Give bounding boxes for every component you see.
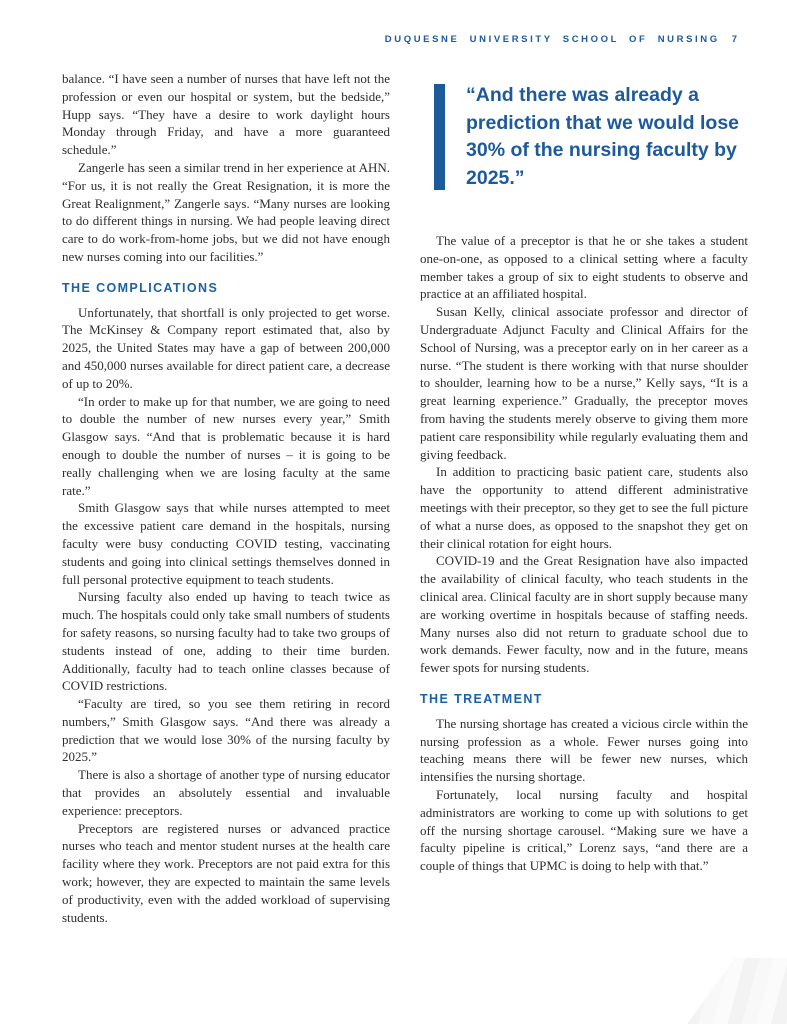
body-paragraph: Nursing faculty also ended up having to teach twice as much. The hospitals could only take small numbers of students for safety reasons, so nursing faculty had to take two groups of students instead of one, adding to their time burden. Additionally, faculty had to teach online classes because of COVID restrictions. [62, 589, 390, 694]
body-paragraph: The value of a preceptor is that he or she takes a student one-on-one, as opposed to a clinical setting where a faculty member takes a group of six to eight students to observe and practice at an affiliated hospital. [420, 233, 748, 302]
pull-quote-text: “And there was already a prediction that we would lose 30% of the nursing faculty by 2025.” [466, 84, 740, 189]
body-paragraph: The nursing shortage has created a vicious circle within the nursing profession as a whole. Fewer nurses going into teaching means there will be fewer new nurses, which intensifies the nursing shortage. [420, 715, 748, 785]
body-paragraph: Fortunately, local nursing faculty and hospital administrators are working to come up with solutions to get off the nursing shortage carousel. “Making sure we have a faculty pipeline is critical,” Lorenz says, “and there are a couple of things that UPMC is doing to help with that.” [420, 786, 748, 874]
section-heading-treatment: THE TREATMENT [420, 691, 543, 706]
body-paragraph: balance. “I have seen a number of nurses that have left not the profession or even our hospital or system, but the bedside,” Hupp says. “They have a desire to work daylight hours Monday through Friday, and have a more guaranteed schedule.” [62, 71, 390, 158]
running-header-title: DUQUESNE UNIVERSITY SCHOOL OF NURSING [384, 34, 720, 45]
body-paragraph: Unfortunately, that shortfall is only projected to get worse. The McKinsey & Company report estimated that, also by 2025, the United States may have a gap of between 200,000 and 450,000 nurses available for direct patient care, a decrease of up to 20%. [62, 304, 390, 391]
body-paragraph: COVID-19 and the Great Resignation have also impacted the availability of clinical faculty, who teach students in the clinical area. Clinical faculty are in short supply because many are working overtime in hospitals because of staffing needs. Many nurses also did not return to graduate school due to work demands. Fewer faculty, now and in the future, means fewer spots for nursing students. [420, 553, 748, 676]
body-paragraph: Susan Kelly, clinical associate professor and director of Undergraduate Adjunct Faculty and Clinical Affairs for the School of Nursing, was a preceptor early on in her career as a nurse. “The student is there working with that nurse shoulder to shoulder, learning how to be a nurse,” Kelly says, “It is a great learning experience.” Gradually, the preceptor moves from having the students merely observe to giving them more patient care responsibility while regularly evaluating them and giving feedback. [420, 304, 748, 462]
left-column [62, 70, 390, 926]
pull-quote-bar [434, 84, 445, 190]
body-paragraph: “In order to make up for that number, we are going to need to double the number of new nurses every year,” Smith Glasgow says. “And that is problematic because it is hard enough to double the number of nurses – it is going to be really challenging when we are losing faculty at the same rate.” [62, 393, 390, 498]
page-number: 7 [731, 34, 737, 45]
body-paragraph: There is also a shortage of another type of nursing educator that provides an absolutely essential and invaluable experience: preceptors. [62, 767, 390, 818]
pull-quote [434, 82, 748, 192]
running-header [385, 34, 737, 45]
body-paragraph: “Faculty are tired, so you see them retiring in record numbers,” Smith Glasgow says. “And there was already a prediction that we would lose 30% of the nursing faculty by 2025.” [62, 696, 390, 765]
corner-decorative-graphic [687, 958, 787, 1024]
body-paragraph: In addition to practicing basic patient care, students also have the opportunity to attend different administrative meetings with their preceptor, so they get to see the full picture of what a nurse does, as opposed to the snapshot they get on their clinical rotation for eight hours. [420, 464, 748, 551]
body-paragraph: Preceptors are registered nurses or advanced practice nurses who teach and mentor student nurses at the health care facility where they work. Preceptors are not paid extra for this work; however, they are expected to maintain the same levels of productivity, even with the added workload of supervising students. [62, 820, 390, 925]
right-column [420, 70, 748, 875]
section-heading-complications: THE COMPLICATIONS [62, 280, 219, 295]
body-paragraph: Zangerle has seen a similar trend in her experience at AHN. “For us, it is not really the Great Resignation, it is more the Great Realignment,” Zangerle says. “Many nurses are looking to do different things in nursing. We had people leaving direct care to do work-from-home jobs, but we did not have enough new nurses coming into our facilities.” [62, 159, 390, 264]
body-paragraph: Smith Glasgow says that while nurses attempted to meet the excessive patient care demand in the hospitals, nursing faculty were busy conducting COVID testing, vaccinating students and going into clinical settings themselves donned in full personal protective equipment to teach students. [62, 500, 390, 587]
